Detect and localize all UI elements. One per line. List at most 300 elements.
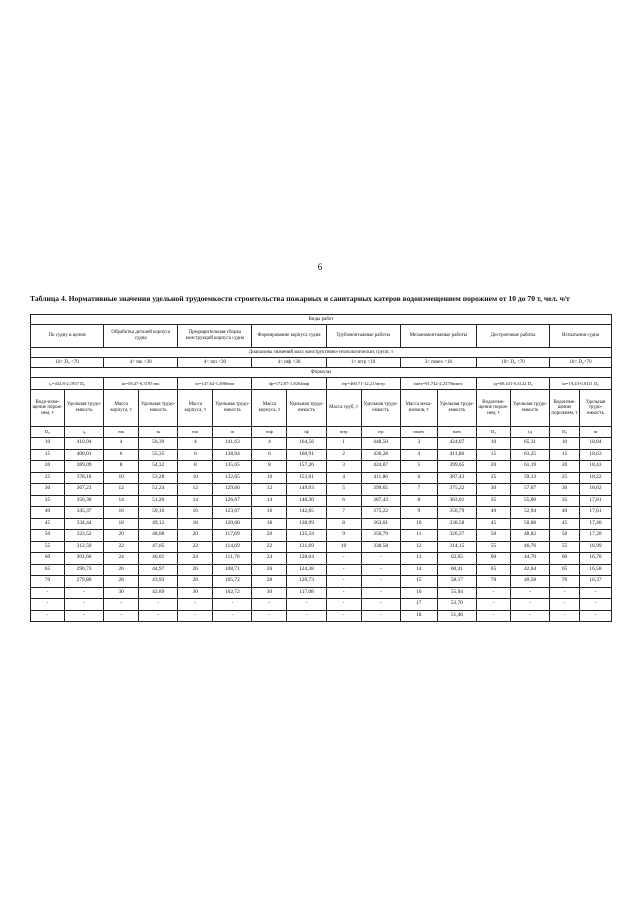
table-cell: 436,28 bbox=[361, 449, 400, 461]
table-cell: 20 bbox=[550, 461, 580, 473]
table-cell: - bbox=[361, 610, 400, 622]
table-cell: 60 bbox=[476, 553, 510, 565]
table-cell: 120,68 bbox=[213, 518, 252, 530]
table-cell: 20 bbox=[31, 461, 65, 473]
table-cell: 17,20 bbox=[579, 530, 611, 542]
column-symbol: tф bbox=[287, 427, 326, 438]
table-cell: 45 bbox=[476, 518, 510, 530]
table-cell: 10 bbox=[400, 518, 437, 530]
table-cell: 146,30 bbox=[287, 495, 326, 507]
table-cell: - bbox=[64, 587, 103, 599]
table-cell: 10 bbox=[252, 472, 287, 484]
page-number: 6 bbox=[317, 262, 323, 272]
column-header: Удельная трудо-емкость bbox=[139, 390, 178, 427]
table-cell: 15 bbox=[400, 576, 437, 588]
table-cell: 338,58 bbox=[361, 541, 400, 553]
table-cell: 18,02 bbox=[579, 484, 611, 496]
column-header: Удельная трудо-емкость bbox=[510, 390, 549, 427]
table-cell: 399,65 bbox=[437, 461, 476, 473]
table-cell: 28 bbox=[178, 576, 213, 588]
table-cell: 5 bbox=[326, 484, 361, 496]
table-cell: 11 bbox=[400, 530, 437, 542]
table-cell: 6 bbox=[400, 472, 437, 484]
table-cell: - bbox=[550, 599, 580, 611]
work-group-header: Трубомонтажные работы bbox=[326, 325, 400, 348]
column-symbol: tмех bbox=[437, 427, 476, 438]
table-row bbox=[31, 564, 612, 576]
table-cell: 123,67 bbox=[213, 507, 252, 519]
table-cell: 10 bbox=[31, 438, 65, 450]
table-cell: - bbox=[104, 599, 139, 611]
table-row bbox=[31, 530, 612, 542]
column-symbol: D₀ bbox=[550, 427, 580, 438]
table-cell: 157,26 bbox=[287, 461, 326, 473]
table-cell: 52,24 bbox=[139, 484, 178, 496]
table-row bbox=[31, 518, 612, 530]
table-cell: 290,73 bbox=[64, 564, 103, 576]
table-cell: 138,99 bbox=[287, 518, 326, 530]
table-cell: 52,94 bbox=[510, 507, 549, 519]
table-cell: 314,15 bbox=[437, 541, 476, 553]
table-cell: 424,07 bbox=[437, 438, 476, 450]
formula-cell: tп=147,62-1,4966mп bbox=[178, 378, 252, 390]
table-cell: 345,37 bbox=[64, 507, 103, 519]
table-cell: 55,00 bbox=[510, 495, 549, 507]
work-group-header: Испытания судна bbox=[550, 325, 612, 348]
table-cell: 18 bbox=[252, 518, 287, 530]
table-cell: 46,76 bbox=[510, 541, 549, 553]
table-cell: 4 bbox=[104, 438, 139, 450]
ranges-title: Диапазоны значений масс конструктивно-технологических групп, т bbox=[31, 348, 612, 358]
table-cell: - bbox=[139, 599, 178, 611]
mass-range: 10< D₀<70 bbox=[550, 358, 612, 368]
table-cell: 42,89 bbox=[139, 587, 178, 599]
column-header: Масса меха-низмов, т bbox=[400, 390, 437, 427]
table-cell: 160,91 bbox=[287, 449, 326, 461]
column-header: Водоизме-щение порож-нем, т bbox=[476, 390, 510, 427]
table-cell: 48,82 bbox=[510, 530, 549, 542]
table-cell: - bbox=[252, 610, 287, 622]
table-cell: 55,94 bbox=[437, 587, 476, 599]
table-cell: 24 bbox=[178, 553, 213, 565]
table-cell: 9 bbox=[326, 530, 361, 542]
table-cell: 60 bbox=[550, 553, 580, 565]
table-cell: 17,40 bbox=[579, 518, 611, 530]
table-cell: 65,31 bbox=[510, 438, 549, 450]
table-cell: 149,93 bbox=[287, 484, 326, 496]
table-cell: - bbox=[31, 610, 65, 622]
table-cell: 58,17 bbox=[437, 576, 476, 588]
table-cell: - bbox=[287, 599, 326, 611]
table-cell: 48,08 bbox=[139, 530, 178, 542]
table-cell: 141,63 bbox=[213, 438, 252, 450]
column-header: Масса корпуса, т bbox=[104, 390, 139, 427]
table-cell: 12 bbox=[400, 541, 437, 553]
table-cell: - bbox=[361, 599, 400, 611]
table-cell: 59,13 bbox=[510, 472, 549, 484]
table-cell: - bbox=[510, 587, 549, 599]
table-cell: 10 bbox=[550, 438, 580, 450]
table-cell: 378,16 bbox=[64, 472, 103, 484]
table-cell: - bbox=[550, 587, 580, 599]
table-cell: - bbox=[361, 576, 400, 588]
table-cell: - bbox=[326, 553, 361, 565]
table-cell: 367,23 bbox=[64, 484, 103, 496]
table-cell: 350,79 bbox=[437, 507, 476, 519]
column-header: Удельная трудо-емкость bbox=[287, 390, 326, 427]
table-cell: 55 bbox=[550, 541, 580, 553]
column-symbol: D₀ bbox=[476, 427, 510, 438]
table-cell: 55 bbox=[31, 541, 65, 553]
table-cell: 3 bbox=[400, 438, 437, 450]
table-cell: 35 bbox=[550, 495, 580, 507]
work-group-header: Формирование корпуса судна bbox=[252, 325, 326, 348]
table-cell: 279,80 bbox=[64, 576, 103, 588]
formula-cell: tк=58,47-0,5195 mк bbox=[104, 378, 178, 390]
table-cell: 114,69 bbox=[213, 541, 252, 553]
table-cell: 18,84 bbox=[579, 438, 611, 450]
table-cell: 10 bbox=[178, 472, 213, 484]
mass-range: 1< mтр <10 bbox=[326, 358, 400, 368]
table-cell: - bbox=[252, 599, 287, 611]
table-cell: 49,12 bbox=[139, 518, 178, 530]
table-cell: 375,22 bbox=[361, 507, 400, 519]
table-cell: - bbox=[326, 587, 361, 599]
table-cell: 50,16 bbox=[139, 507, 178, 519]
table-cell: 25 bbox=[476, 472, 510, 484]
table-row bbox=[31, 507, 612, 519]
table-cell: 26 bbox=[104, 564, 139, 576]
column-symbol: tтр bbox=[361, 427, 400, 438]
table-cell: 131,69 bbox=[287, 541, 326, 553]
table-row bbox=[31, 610, 612, 622]
table-cell: 8 bbox=[326, 518, 361, 530]
table-row bbox=[31, 599, 612, 611]
mass-range: 4< mф <30 bbox=[252, 358, 326, 368]
table-row bbox=[31, 495, 612, 507]
table-cell: - bbox=[178, 610, 213, 622]
table-cell: 24 bbox=[104, 553, 139, 565]
table-cell: 50 bbox=[476, 530, 510, 542]
column-symbol: tд bbox=[510, 427, 549, 438]
formulas-title: Формулы bbox=[31, 368, 612, 378]
column-header: Масса корпуса, т bbox=[178, 390, 213, 427]
table-cell: 301,66 bbox=[64, 553, 103, 565]
table-cell: 15 bbox=[31, 449, 65, 461]
table-cell: 12 bbox=[104, 484, 139, 496]
table-cell: 4 bbox=[252, 438, 287, 450]
table-cell: 50 bbox=[31, 530, 65, 542]
table-cell: 153,61 bbox=[287, 472, 326, 484]
table-cell: 16 bbox=[178, 507, 213, 519]
table-cell: 375,22 bbox=[437, 484, 476, 496]
table-cell: 22 bbox=[252, 541, 287, 553]
table-cell: 111,70 bbox=[213, 553, 252, 565]
table-cell: 2 bbox=[326, 449, 361, 461]
table-cell: 18,22 bbox=[579, 472, 611, 484]
table-cell: 35 bbox=[31, 495, 65, 507]
table-cell: - bbox=[326, 610, 361, 622]
column-header: Удельная трудо-емкость bbox=[213, 390, 252, 427]
table-cell: 120,73 bbox=[287, 576, 326, 588]
table-cell: 18,63 bbox=[579, 449, 611, 461]
table-cell: 12 bbox=[178, 484, 213, 496]
table-row bbox=[31, 587, 612, 599]
table-cell: 363,01 bbox=[361, 518, 400, 530]
table-cell: - bbox=[178, 599, 213, 611]
table-cell: 6 bbox=[326, 495, 361, 507]
formula-cell: tф=172,87-1,8264mф bbox=[252, 378, 326, 390]
table-cell: 16 bbox=[252, 507, 287, 519]
types-of-work-header: Виды работ bbox=[31, 315, 612, 325]
table-cell: 14 bbox=[178, 495, 213, 507]
table-cell: 424,07 bbox=[361, 461, 400, 473]
table-cell: 40 bbox=[550, 507, 580, 519]
formula-cell: tи=19,23-0,0411 D₀ bbox=[550, 378, 612, 390]
table-cell: 135,65 bbox=[213, 461, 252, 473]
table-cell: 22 bbox=[178, 541, 213, 553]
table-cell: 53,28 bbox=[139, 472, 178, 484]
table-row bbox=[31, 438, 612, 450]
table-cell: - bbox=[64, 610, 103, 622]
table-cell: - bbox=[579, 610, 611, 622]
table-cell: 14 bbox=[104, 495, 139, 507]
table-cell: 63,25 bbox=[510, 449, 549, 461]
table-cell: 18,43 bbox=[579, 461, 611, 473]
table-cell: 350,79 bbox=[361, 530, 400, 542]
table-cell: 25 bbox=[31, 472, 65, 484]
table-title: Таблица 4. Нормативные значения удельной трудоемкости строительства пожарных и санитарных катеров водоизмещением порожнем от 10 до 70 т, чел. ч/т bbox=[30, 294, 570, 303]
table-cell: 7 bbox=[400, 484, 437, 496]
table-cell: 135,34 bbox=[287, 530, 326, 542]
table-cell: 44,97 bbox=[139, 564, 178, 576]
table-cell: 16,78 bbox=[579, 553, 611, 565]
table-cell: 387,43 bbox=[437, 472, 476, 484]
column-header: Удельная трудо-емкость bbox=[64, 390, 103, 427]
formula-cell: t₀=432,8-2,1857 D₀ bbox=[31, 378, 104, 390]
table-cell: 10 bbox=[476, 438, 510, 450]
table-cell: 16,37 bbox=[579, 576, 611, 588]
table-cell: 28 bbox=[104, 576, 139, 588]
table-cell: - bbox=[64, 599, 103, 611]
table-cell: 65 bbox=[31, 564, 65, 576]
table-cell: 22 bbox=[104, 541, 139, 553]
table-container bbox=[30, 314, 612, 622]
table-cell: 102,72 bbox=[213, 587, 252, 599]
table-cell: 26 bbox=[178, 564, 213, 576]
table-cell: 17,61 bbox=[579, 507, 611, 519]
table-cell: - bbox=[579, 587, 611, 599]
table-cell: 15 bbox=[476, 449, 510, 461]
table-cell: 10 bbox=[104, 472, 139, 484]
table-cell: 51,46 bbox=[437, 610, 476, 622]
table-cell: 399,65 bbox=[361, 484, 400, 496]
table-cell: - bbox=[510, 610, 549, 622]
table-cell: 105,72 bbox=[213, 576, 252, 588]
table-cell: 6 bbox=[178, 449, 213, 461]
table-cell: 411,86 bbox=[437, 449, 476, 461]
mass-range: 3< mмех <18 bbox=[400, 358, 476, 368]
table-cell: 54,32 bbox=[139, 461, 178, 473]
table-cell: 35 bbox=[476, 495, 510, 507]
table-cell: 70 bbox=[31, 576, 65, 588]
table-cell: - bbox=[31, 587, 65, 599]
table-cell: 30 bbox=[104, 587, 139, 599]
table-cell: 30 bbox=[550, 484, 580, 496]
table-cell: 132,65 bbox=[213, 472, 252, 484]
table-cell: 65 bbox=[476, 564, 510, 576]
formula-cell: tтр=460,71-12,213mтр bbox=[326, 378, 400, 390]
work-group-header: Достроечные работы bbox=[476, 325, 549, 348]
table-cell: 18 bbox=[104, 518, 139, 530]
table-cell: 28 bbox=[252, 576, 287, 588]
column-header: Удельная трудо-емкость bbox=[361, 390, 400, 427]
table-cell: 8 bbox=[400, 495, 437, 507]
mass-range: 10< D₀ <70 bbox=[476, 358, 549, 368]
table-cell: 20 bbox=[252, 530, 287, 542]
table-cell: 25 bbox=[550, 472, 580, 484]
table-cell: 40 bbox=[31, 507, 65, 519]
column-header: Водо-изме-щение порож-нем, т bbox=[31, 390, 65, 427]
table-cell: 138,64 bbox=[213, 449, 252, 461]
table-cell: 389,09 bbox=[64, 461, 103, 473]
work-group-header: Механомонтажные работы bbox=[400, 325, 476, 348]
table-cell: 16 bbox=[104, 507, 139, 519]
table-cell: 4 bbox=[178, 438, 213, 450]
table-cell: 43,93 bbox=[139, 576, 178, 588]
norms-table bbox=[30, 314, 612, 622]
table-cell: - bbox=[476, 587, 510, 599]
table-cell: 18 bbox=[178, 518, 213, 530]
column-symbol: t₀ bbox=[64, 427, 103, 438]
mass-range: 4< mп <30 bbox=[178, 358, 252, 368]
formula-cell: tмех=91,742-2,2379mмех bbox=[400, 378, 476, 390]
table-row bbox=[31, 553, 612, 565]
table-row bbox=[31, 449, 612, 461]
table-cell: 57,07 bbox=[510, 484, 549, 496]
table-cell: - bbox=[31, 599, 65, 611]
table-cell: 448,50 bbox=[361, 438, 400, 450]
table-cell: - bbox=[139, 610, 178, 622]
table-cell: 16 bbox=[400, 587, 437, 599]
table-cell: 20 bbox=[476, 461, 510, 473]
table-cell: 50 bbox=[550, 530, 580, 542]
table-cell: 26 bbox=[252, 564, 287, 576]
table-cell: 30 bbox=[178, 587, 213, 599]
table-cell: 20 bbox=[104, 530, 139, 542]
table-cell: - bbox=[326, 564, 361, 576]
table-cell: 44,70 bbox=[510, 553, 549, 565]
table-cell: - bbox=[579, 599, 611, 611]
table-cell: 42,64 bbox=[510, 564, 549, 576]
table-cell: 60,41 bbox=[437, 564, 476, 576]
table-cell: 70 bbox=[476, 576, 510, 588]
table-cell: 60 bbox=[31, 553, 65, 565]
table-cell: 7 bbox=[326, 507, 361, 519]
mass-range: 4< mк <30 bbox=[104, 358, 178, 368]
table-cell: - bbox=[361, 587, 400, 599]
table-cell: 50,88 bbox=[510, 518, 549, 530]
table-cell: - bbox=[213, 599, 252, 611]
table-cell: 400,01 bbox=[64, 449, 103, 461]
table-cell: 108,71 bbox=[213, 564, 252, 576]
mass-range: 10< D₀ <70 bbox=[31, 358, 104, 368]
table-cell: 326,37 bbox=[437, 530, 476, 542]
table-cell: 142,65 bbox=[287, 507, 326, 519]
table-cell: 117,69 bbox=[213, 530, 252, 542]
table-cell: 65 bbox=[550, 564, 580, 576]
table-cell: 70 bbox=[550, 576, 580, 588]
table-cell: 338,58 bbox=[437, 518, 476, 530]
table-cell: 10 bbox=[326, 541, 361, 553]
column-symbol: mк bbox=[104, 427, 139, 438]
table-cell: 47,05 bbox=[139, 541, 178, 553]
table-cell: 323,52 bbox=[64, 530, 103, 542]
table-cell: 45 bbox=[550, 518, 580, 530]
table-row bbox=[31, 472, 612, 484]
table-cell: 30 bbox=[31, 484, 65, 496]
table-cell: 14 bbox=[400, 564, 437, 576]
table-cell: 356,30 bbox=[64, 495, 103, 507]
table-cell: - bbox=[550, 610, 580, 622]
table-cell: 387,43 bbox=[361, 495, 400, 507]
table-cell: 20 bbox=[178, 530, 213, 542]
table-cell: 62,65 bbox=[437, 553, 476, 565]
table-cell: 15 bbox=[550, 449, 580, 461]
table-cell: - bbox=[510, 599, 549, 611]
table-cell: 46,01 bbox=[139, 553, 178, 565]
table-cell: 8 bbox=[252, 461, 287, 473]
table-cell: 9 bbox=[400, 507, 437, 519]
table-cell: 5 bbox=[400, 461, 437, 473]
table-row bbox=[31, 461, 612, 473]
table-cell: 363,01 bbox=[437, 495, 476, 507]
table-cell: 8 bbox=[104, 461, 139, 473]
table-cell: 4 bbox=[400, 449, 437, 461]
formula-cell: tд=69,431-0,4122 D₀ bbox=[476, 378, 549, 390]
column-symbol: D₀ bbox=[31, 427, 65, 438]
column-symbol: tи bbox=[579, 427, 611, 438]
table-cell: 56,39 bbox=[139, 438, 178, 450]
table-cell: 411,86 bbox=[361, 472, 400, 484]
work-group-header: По судну в целом bbox=[31, 325, 104, 348]
table-cell: 45 bbox=[31, 518, 65, 530]
column-header: Удельная трудо-емкость bbox=[437, 390, 476, 427]
column-symbol: mмех bbox=[400, 427, 437, 438]
table-cell: 128,04 bbox=[287, 553, 326, 565]
table-cell: - bbox=[326, 576, 361, 588]
table-cell: 30 bbox=[252, 587, 287, 599]
table-cell: 40 bbox=[476, 507, 510, 519]
table-cell: 410,94 bbox=[64, 438, 103, 450]
table-cell: - bbox=[476, 610, 510, 622]
table-row bbox=[31, 484, 612, 496]
table-cell: 129,66 bbox=[213, 484, 252, 496]
table-cell: 55 bbox=[476, 541, 510, 553]
table-cell: 4 bbox=[326, 472, 361, 484]
table-cell: 17,81 bbox=[579, 495, 611, 507]
table-row bbox=[31, 541, 612, 553]
table-cell: 51,20 bbox=[139, 495, 178, 507]
table-cell: 334,44 bbox=[64, 518, 103, 530]
work-group-header: Предварительная сборка конструкций корпуса судна bbox=[178, 325, 252, 348]
table-cell: - bbox=[326, 599, 361, 611]
table-cell: 14 bbox=[252, 495, 287, 507]
table-cell: 16,99 bbox=[579, 541, 611, 553]
column-header: Масса корпуса, т bbox=[252, 390, 287, 427]
table-row bbox=[31, 576, 612, 588]
table-cell: 164,56 bbox=[287, 438, 326, 450]
